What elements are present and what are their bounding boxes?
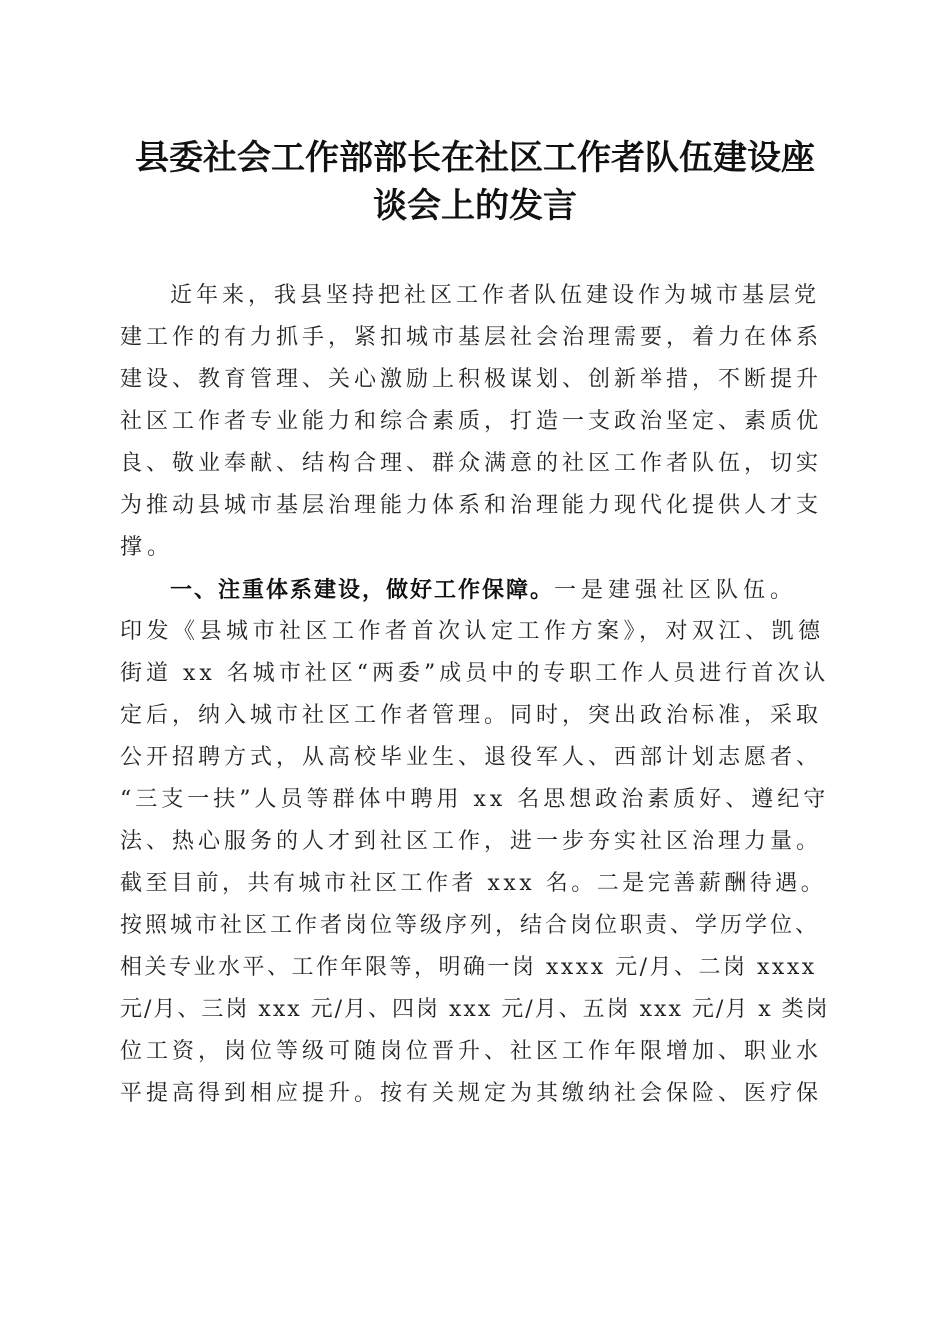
paragraph-2-line: 印发《县城市社区工作者首次认定工作方案》，对双江、凯德 bbox=[120, 619, 825, 644]
paragraph-2-line: 元/月、三岗 xxx 元/月、四岗 xxx 元/月、五岗 xxx 元/月 x 类岗 bbox=[120, 997, 830, 1022]
paragraph-2-line: 位工资，岗位等级可随岗位晋升、社区工作年限增加、职业水 bbox=[120, 1039, 823, 1064]
paragraph-2-line: “三支一扶”人员等群体中聘用 xx 名思想政治素质好、遵纪守 bbox=[120, 787, 830, 812]
paragraph-1-line: 为推动县城市基层治理能力体系和治理能力现代化提供人才支 bbox=[120, 493, 823, 518]
paragraph-2-line: 街道 xx 名城市社区“两委”成员中的专职工作人员进行首次认 bbox=[120, 661, 830, 686]
section-heading: 一、注重体系建设，做好工作保障。 bbox=[170, 577, 555, 603]
paragraph-1-line: 建工作的有力抓手，紧扣城市基层社会治理需要，着力在体系 bbox=[120, 325, 823, 350]
paragraph-2-line: 按照城市社区工作者岗位等级序列，结合岗位职责、学历学位、 bbox=[120, 913, 821, 938]
paragraph-2-line: 截至目前，共有城市社区工作者 xxx 名。二是完善薪酬待遇。 bbox=[120, 871, 827, 896]
paragraph-1-line: 撑。 bbox=[120, 535, 175, 560]
paragraph-2-line: 相关专业水平、工作年限等，明确一岗 xxxx 元/月、二岗 xxxx bbox=[120, 955, 817, 980]
paragraph-1-line: 良、敬业奉献、结构合理、群众满意的社区工作者队伍，切实 bbox=[120, 451, 823, 476]
document-body bbox=[120, 275, 832, 1115]
paragraph-1-line: 建设、教育管理、关心激励上积极谋划、创新举措，不断提升 bbox=[120, 367, 823, 392]
paragraph-2-lead-text: 一是建强社区队伍。 bbox=[554, 578, 798, 603]
title-line-1: 县委社会工作部部长在社区工作者队伍建设座 bbox=[135, 138, 815, 178]
paragraph-2-line: 定后，纳入城市社区工作者管理。同时，突出政治标准，采取 bbox=[120, 703, 823, 728]
paragraph-1-line: 近年来，我县坚持把社区工作者队伍建设作为城市基层党 bbox=[170, 283, 821, 308]
document-title bbox=[110, 134, 840, 230]
paragraph-2-line: 公开招聘方式，从高校毕业生、退役军人、西部计划志愿者、 bbox=[120, 745, 823, 770]
paragraph-1-line: 社区工作者专业能力和综合素质，打造一支政治坚定、素质优 bbox=[120, 409, 823, 434]
paragraph-2-first-line bbox=[120, 569, 832, 611]
paragraph-2-line: 法、热心服务的人才到社区工作，进一步夯实社区治理力量。 bbox=[120, 829, 823, 854]
title-line-2: 谈会上的发言 bbox=[373, 186, 577, 226]
paragraph-2-line: 平提高得到相应提升。按有关规定为其缴纳社会保险、医疗保 bbox=[120, 1081, 823, 1106]
